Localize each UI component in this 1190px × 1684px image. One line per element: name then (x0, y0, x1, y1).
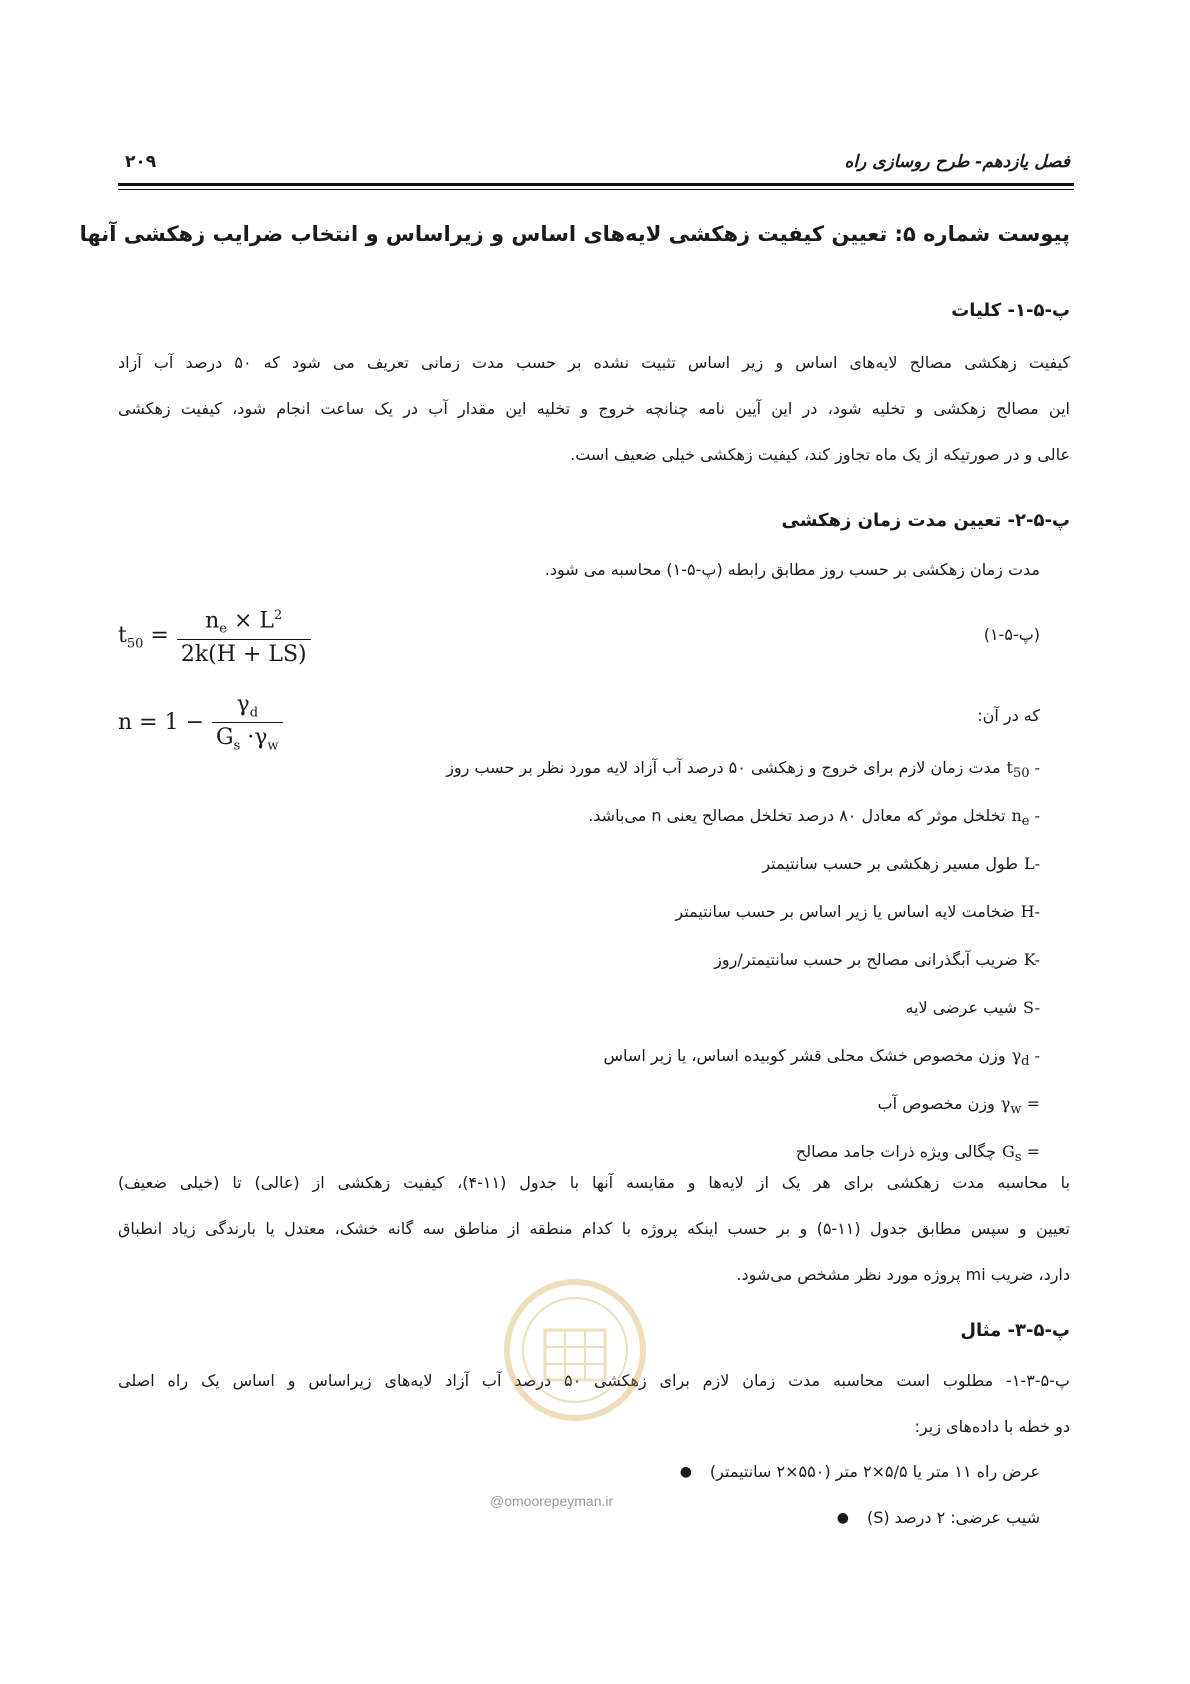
definition-text: وزن مخصوص آب (877, 1094, 995, 1113)
definition-item: L-طول مسیر زهکشی بر حسب سانتیمتر (762, 854, 1040, 873)
formula-n-lhs: n = 1 − (118, 710, 205, 736)
watermark-logo-icon (500, 1270, 650, 1440)
header-rule (118, 183, 1074, 186)
page-number: ۲۰۹ (125, 152, 157, 172)
definition-symbol: S (1023, 998, 1035, 1017)
definition-symbol: K (1023, 950, 1035, 969)
definition-item: $\gamma_w$ =وزن مخصوص آب (877, 1094, 1040, 1118)
section1-paragraph (118, 340, 1070, 478)
formula-t50-fraction: $\frac{n_e \times L^2}{2k(H + LS)}$ (177, 608, 311, 667)
definition-symbol: γ (1011, 1046, 1022, 1065)
section1-line: کیفیت زهکشی مصالح لایه‌های اساس و زیر اساس تثبیت نشده بر حسب مدت زمانی تعریف می شود که ۵۰ درصد آب آزاد (118, 353, 1071, 372)
section1-line: این مصالح زهکشی و تخلیه شود، در این آیین نامه چنانچه خروج و تخلیه این مقدار آب در یک ساعت انجام شود، کیفیت زهکشی (118, 399, 1070, 418)
definition-symbol: γ (1000, 1094, 1011, 1113)
definition-item: $n_e$ -تخلخل موثر که معادل ۸۰ درصد تخلخل مصالح یعنی n می‌باشد. (588, 806, 1040, 830)
definition-symbol: L (1023, 854, 1035, 873)
bullet-item: ● عرض راه ۱۱ متر یا ۵/۵×۲ متر (۵۵۰×۲ سانتیمتر) (679, 1462, 1040, 1481)
formula-n-fraction: $\frac{\gamma_d}{G_s \cdot\gamma_w}$ (212, 692, 283, 754)
closing-line: دارد، ضریب mi پروژه مورد نظر مشخص می‌شود. (736, 1265, 1070, 1284)
section3-line: پ-۵-۳-۱- مطلوب است محاسبه مدت زمان لازم برای زهکشی ۵۰ درصد آب آزاد لایه‌های زیراساس و اساس یک راه اصلی (118, 1371, 1070, 1390)
formula-t50-lhs: t (118, 623, 127, 649)
definition-symbol: n (1011, 806, 1022, 825)
watermark-text: @omoorepeyman.ir (490, 1493, 614, 1509)
where-label: که در آن: (977, 706, 1040, 725)
definition-item: H-ضخامت لایه اساس یا زیر اساس بر حسب سانتیمتر (675, 902, 1040, 921)
definition-text: ضریب آبگذرانی مصالح بر حسب سانتیمتر/روز (714, 950, 1018, 969)
definition-item: $G_s$ =چگالی ویژه ذرات جامد مصالح (795, 1142, 1040, 1166)
definition-text: مدت زمان لازم برای خروج و زهکشی ۵۰ درصد آب آزاد لایه مورد نظر بر حسب روز (446, 758, 1001, 777)
formula-n (118, 692, 283, 754)
definition-text: وزن مخصوص خشک محلی قشر کوبیده اساس، یا زیر اساس (603, 1046, 1006, 1065)
definition-text: چگالی ویژه ذرات جامد مصالح (795, 1142, 997, 1161)
definition-text: طول مسیر زهکشی بر حسب سانتیمتر (762, 854, 1018, 873)
section3-heading: پ-۵-۳- مثال (960, 1320, 1070, 1341)
definition-symbol: t (1006, 758, 1013, 777)
definition-symbol: G (1002, 1142, 1015, 1161)
section3-line: دو خطه با داده‌های زیر: (914, 1417, 1070, 1436)
section2-intro: مدت زمان زهکشی بر حسب روز مطابق رابطه (پ-۵-۱) محاسبه می شود. (544, 560, 1040, 579)
closing-line: تعیین و سپس مطابق جدول (۱۱-۵) و بر حسب اینکه پروژه با کدام منطقه از مناطق سه گانه خشک، معتدل یا بارندگی زیاد انطباق (118, 1219, 1070, 1238)
definition-item: S-شیب عرضی لایه (905, 998, 1040, 1017)
definition-text: تخلخل موثر که معادل ۸۰ درصد تخلخل مصالح یعنی n می‌باشد. (588, 806, 1006, 825)
definition-text: ضخامت لایه اساس یا زیر اساس بر حسب سانتیمتر (675, 902, 1015, 921)
section2-heading: پ-۵-۲- تعیین مدت زمان زهکشی (781, 510, 1070, 531)
header-rule-thin (118, 189, 1074, 190)
bullet-item: ● شیب عرضی: ۲ درصد (S) (836, 1508, 1040, 1527)
section1-line: عالی و در صورتیکه از یک ماه تجاوز کند، کیفیت زهکشی خیلی ضعیف است. (570, 445, 1070, 464)
definition-item: $\gamma_d$ -وزن مخصوص خشک محلی قشر کوبیده اساس، یا زیر اساس (603, 1046, 1040, 1070)
equation-label: (پ-۵-۱) (983, 625, 1040, 644)
definition-item: $t_{50}$ -مدت زمان لازم برای خروج و زهکشی ۵۰ درصد آب آزاد لایه مورد نظر بر حسب روز (446, 758, 1040, 782)
closing-line: با محاسبه مدت زهکشی برای هر یک از لایه‌ها و مقایسه آنها با جدول (۱۱-۴)، کیفیت زهکشی از (عالی) تا (خیلی ضعیف) (118, 1173, 1071, 1192)
definition-text: شیب عرضی لایه (905, 998, 1018, 1017)
bullet-dot-icon: ● (679, 1463, 692, 1480)
chapter-title: فصل یازدهم- طرح روسازی راه (844, 152, 1070, 172)
main-title: پیوست شماره ۵: تعیین کیفیت زهکشی لایه‌های اساس و زیراساس و انتخاب ضرایب زهکشی آنها (79, 222, 1070, 246)
section1-heading: پ-۵-۱- کلیات (951, 300, 1070, 321)
definition-symbol: H (1020, 902, 1035, 921)
definition-item: K-ضریب آبگذرانی مصالح بر حسب سانتیمتر/روز (714, 950, 1040, 969)
formula-t50: $t_{50}$ = $\frac{n_e \times L^2}{2k(H + LS)}$ (118, 608, 311, 667)
bullet-dot-icon: ● (836, 1509, 849, 1526)
